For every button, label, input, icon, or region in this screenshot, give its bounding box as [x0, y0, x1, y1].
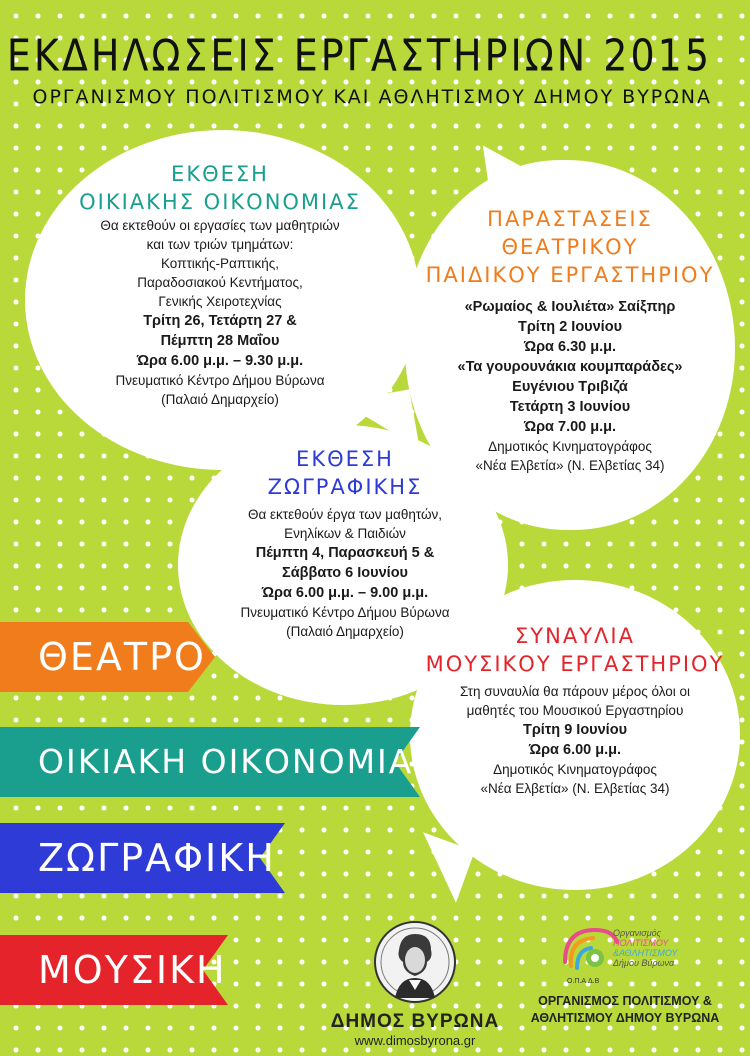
theatre-event — [410, 205, 730, 475]
theatre-heading-1: ΠΑΡΑΣΤΑΣΕΙΣ — [487, 207, 653, 231]
theatre-date: Τρίτη 2 Ιουνίου — [517, 319, 623, 335]
home-economics-date: Πέμπτη 28 Μαΐου — [160, 333, 280, 349]
opadv-abbreviation: Ο.Π.Α.Δ.Β — [567, 978, 600, 985]
home-economics-line: Θα εκτεθούν οι εργασίες των μαθητριών — [100, 218, 340, 233]
poster-subtitle: ΟΡΓΑΝΙΣΜΟΥ ΠΟΛΙΤΙΣΜΟΥ ΚΑΙ ΑΘΛΗΤΙΣΜΟΥ ΔΗΜΟΥ ΒΥΡΩΝΑ — [32, 86, 712, 108]
home-economics-line: Γενικής Χειροτεχνίας — [158, 294, 282, 309]
home-economics-time: Ώρα 6.00 μ.μ. – 9.30 μ.μ. — [136, 353, 304, 369]
ribbon-music-label: ΜΟΥΣΙΚΗ — [38, 948, 227, 992]
home-economics-heading-2: ΟΙΚΙΑΚΗΣ ΟΙΚΟΝΟΜΙΑΣ — [79, 190, 361, 214]
theatre-venue: Δημοτικός Κινηματογράφος — [488, 439, 652, 454]
theatre-author: Ευγένιου Τριβιζά — [512, 379, 628, 395]
concert-heading-1: ΣΥΝΑΥΛΙΑ — [515, 624, 635, 648]
painting-heading-1: ΕΚΘΕΣΗ — [296, 447, 394, 471]
opadv-logo-line: Δήμου Βύρωνα — [613, 958, 675, 968]
painting-heading-2: ΖΩΓΡΑΦΙΚΗΣ — [267, 475, 423, 499]
theatre-play: «Ρωμαίος & Ιουλιέτα» Σαίξπηρ — [464, 299, 676, 315]
home-economics-date: Τρίτη 26, Τετάρτη 27 & — [143, 313, 297, 329]
ribbon-home-economics — [0, 727, 420, 797]
theatre-play: «Τα γουρουνάκια κουμπαράδες» — [457, 359, 683, 375]
poster-title: ΕΚΔΗΛΩΣΕΙΣ ΕΡΓΑΣΤΗΡΙΩΝ 2015 — [6, 30, 712, 81]
opadv-logo — [515, 920, 735, 990]
ribbon-theatre — [0, 622, 215, 692]
theatre-heading-3: ΠΑΙΔΙΚΟΥ ΕΡΓΑΣΤΗΡΙΟΥ — [425, 263, 715, 287]
municipality-name: ΔΗΜΟΣ ΒΥΡΩΝΑ — [330, 1011, 500, 1032]
concert-venue: «Νέα Ελβετία» (Ν. Ελβετίας 34) — [480, 781, 670, 796]
opadv-logo-line: Οργανισμός — [613, 928, 662, 938]
concert-line: μαθητές του Μουσικού Εργαστηρίου — [466, 703, 684, 718]
concert-heading-2: ΜΟΥΣΙΚΟΥ ΕΡΓΑΣΤΗΡΙΟΥ — [425, 652, 725, 676]
theatre-venue: «Νέα Ελβετία» (Ν. Ελβετίας 34) — [475, 458, 665, 473]
home-economics-line: και των τριών τμημάτων: — [146, 237, 294, 252]
theatre-heading-2: ΘΕΑΤΡΙΚΟΥ — [501, 235, 639, 259]
concert-time: Ώρα 6.00 μ.μ. — [528, 742, 622, 758]
organization-logo-block — [515, 920, 735, 1025]
concert-event — [420, 622, 730, 798]
concert-venue: Δημοτικός Κινηματογράφος — [493, 762, 657, 777]
home-economics-line: Παραδοσιακού Κεντήματος, — [137, 275, 303, 290]
home-economics-event — [40, 160, 400, 409]
painting-venue: (Παλαιό Δημαρχείο) — [286, 624, 404, 639]
theatre-time: Ώρα 6.30 μ.μ. — [523, 339, 617, 355]
organization-name-line-2: ΑΘΛΗΤΙΣΜΟΥ ΔΗΜΟΥ ΒΥΡΩΝΑ — [530, 1011, 720, 1025]
concert-date: Τρίτη 9 Ιουνίου — [522, 722, 628, 738]
home-economics-venue: (Παλαιό Δημαρχείο) — [161, 392, 279, 407]
ribbon-painting-label: ΖΩΓΡΑΦΙΚΗ — [38, 836, 276, 880]
municipality-logo-block — [330, 920, 500, 1048]
home-economics-venue: Πνευματικό Κέντρο Δήμου Βύρωνα — [115, 373, 325, 388]
theatre-date: Τετάρτη 3 Ιουνίου — [509, 399, 631, 415]
painting-event — [190, 445, 500, 641]
theatre-time: Ώρα 7.00 μ.μ. — [523, 419, 617, 435]
opadv-logo-line: &ΑΘΛΗΤΙΣΜΟΥ — [613, 948, 678, 958]
painting-time: Ώρα 6.00 μ.μ. – 9.00 μ.μ. — [261, 585, 429, 601]
home-economics-line: Κοπτικής-Ραπτικής, — [160, 256, 280, 271]
ribbon-theatre-label: ΘΕΑΤΡΟ — [38, 635, 206, 679]
organization-name-line-1: ΟΡΓΑΝΙΣΜΟΣ ΠΟΛΙΤΙΣΜΟΥ & — [538, 994, 712, 1008]
ribbon-home-economics-label: ΟΙΚΙΑΚΗ ΟΙΚΟΝΟΜΙΑ — [38, 742, 414, 781]
lord-byron-portrait-logo — [369, 920, 461, 1004]
ribbon-painting — [0, 823, 285, 893]
municipality-website[interactable]: www.dimosbyrona.gr — [354, 1033, 476, 1048]
painting-line: Ενηλίκων & Παιδιών — [284, 526, 406, 541]
concert-line: Στη συναυλία θα πάρουν μέρος όλοι οι — [459, 684, 691, 699]
painting-date: Πέμπτη 4, Παρασκευή 5 & — [255, 545, 435, 561]
ribbon-music — [0, 935, 228, 1005]
painting-line: Θα εκτεθούν έργα των μαθητών, — [247, 507, 443, 522]
opadv-logo-line: ΠΟΛΙΤΙΣΜΟΥ — [613, 938, 669, 948]
home-economics-heading-1: ΕΚΘΕΣΗ — [171, 162, 269, 186]
painting-date: Σάββατο 6 Ιουνίου — [282, 565, 408, 581]
painting-venue: Πνευματικό Κέντρο Δήμου Βύρωνα — [240, 605, 450, 620]
